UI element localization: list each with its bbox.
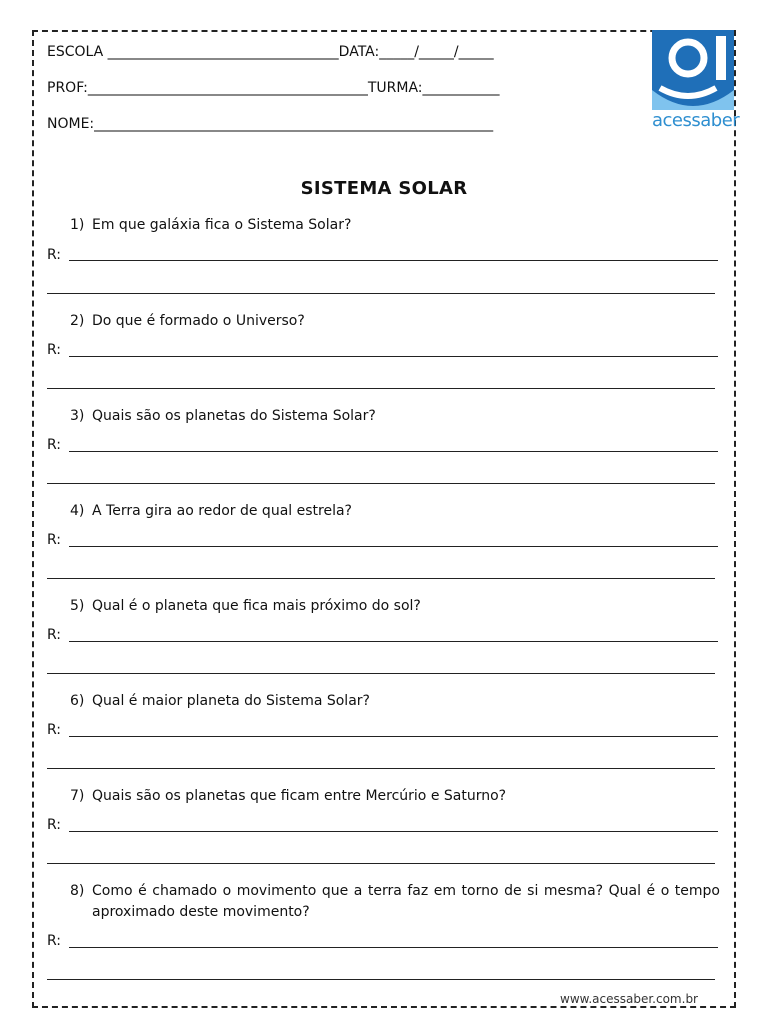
answer-label-4: R: (47, 532, 62, 548)
question-4: 4) A Terra gira ao redor de qual estrela? (70, 503, 352, 519)
answer-label-6: R: (47, 722, 62, 738)
website-footer: www.acessaber.com.br (560, 992, 698, 1006)
answer-line-3b[interactable] (47, 483, 715, 484)
answer-line-5[interactable] (69, 641, 718, 642)
question-2: 2) Do que é formado o Universo? (70, 313, 305, 329)
answer-label-1: R: (47, 247, 62, 263)
student-name-line: NOME:_________________________________________________________ (47, 116, 494, 132)
question-7: 7) Quais são os planetas que ficam entre Mercúrio e Saturno? (70, 788, 507, 804)
page-title: SISTEMA SOLAR (300, 178, 468, 199)
answer-label-7: R: (47, 817, 62, 833)
school-date-line: ESCOLA _________________________________DATA:_____/_____/_____ (47, 44, 494, 60)
answer-line-7b[interactable] (47, 863, 715, 864)
answer-line-8b[interactable] (47, 979, 715, 980)
answer-line-8[interactable] (69, 947, 718, 948)
answer-label-8: R: (47, 933, 62, 949)
question-1: 1) Em que galáxia fica o Sistema Solar? (70, 217, 352, 233)
answer-line-4b[interactable] (47, 578, 715, 579)
answer-line-6[interactable] (69, 736, 718, 737)
answer-line-4[interactable] (69, 546, 718, 547)
question-3: 3) Quais são os planetas do Sistema Solar? (70, 408, 376, 424)
answer-label-3: R: (47, 437, 62, 453)
question-8: 8) Como é chamado o movimento que a terra faz em torno de si mesma? Qual é o tempo aproximado deste movimento? (70, 883, 720, 920)
answer-line-7[interactable] (69, 831, 718, 832)
answer-label-2: R: (47, 342, 62, 358)
question-5: 5) Qual é o planeta que fica mais próximo do sol? (70, 598, 421, 614)
answer-line-2b[interactable] (47, 388, 715, 389)
answer-line-2[interactable] (69, 356, 718, 357)
answer-label-5: R: (47, 627, 62, 643)
teacher-class-line: PROF:________________________________________TURMA:___________ (47, 80, 500, 96)
question-6: 6) Qual é maior planeta do Sistema Solar? (70, 693, 370, 709)
answer-line-3[interactable] (69, 451, 718, 452)
logo-text: acessaber (652, 110, 740, 131)
answer-line-1b[interactable] (47, 293, 715, 294)
answer-line-5b[interactable] (47, 673, 715, 674)
answer-line-1[interactable] (69, 260, 718, 261)
answer-line-6b[interactable] (47, 768, 715, 769)
